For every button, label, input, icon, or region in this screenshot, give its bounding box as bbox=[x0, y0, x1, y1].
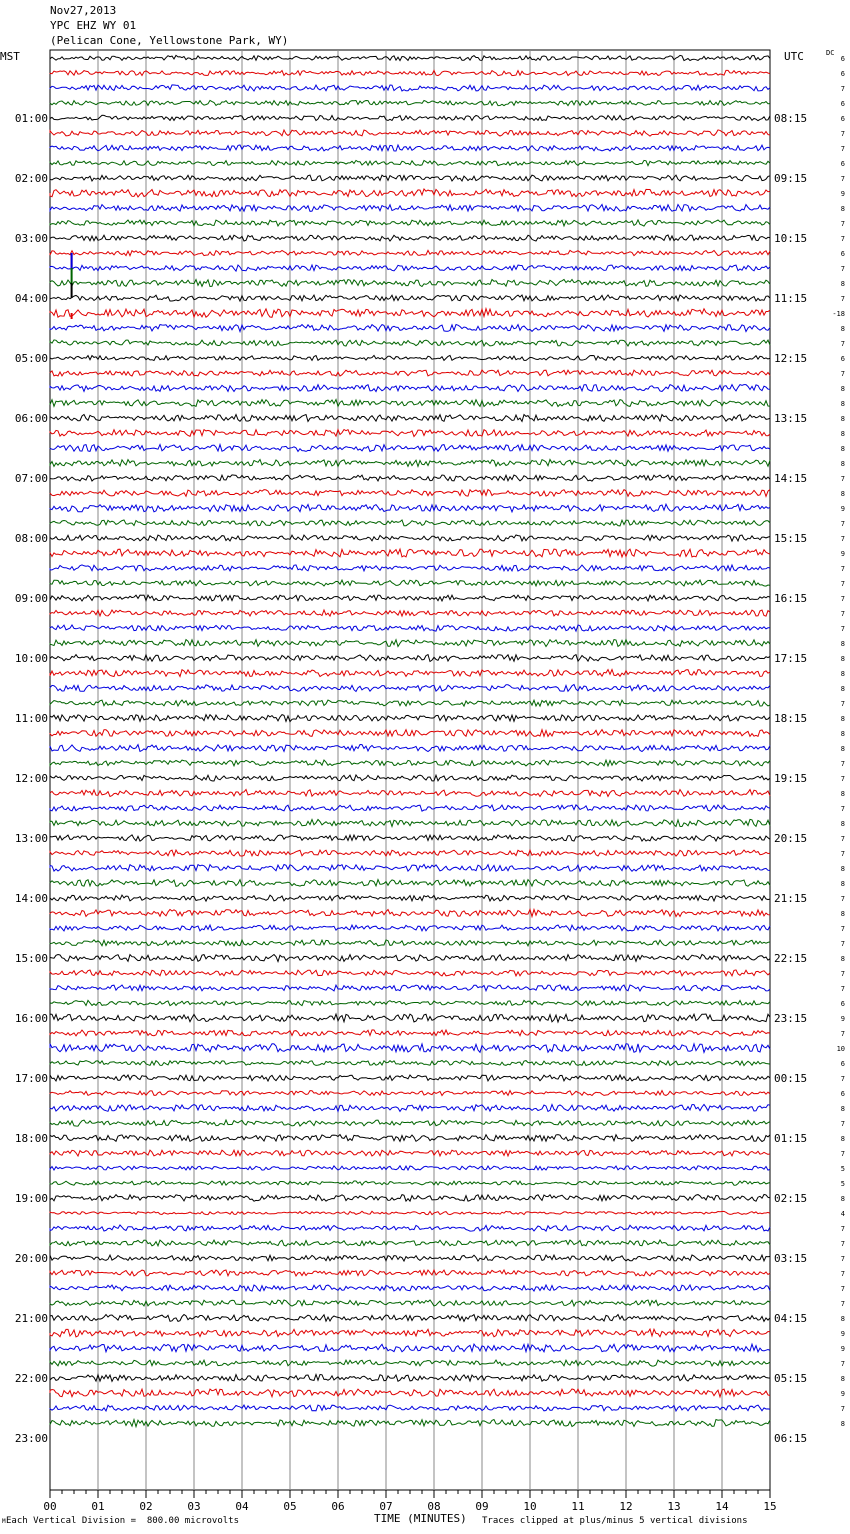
dc-offset-value: 7 bbox=[840, 760, 845, 768]
dc-offset-value: 7 bbox=[840, 895, 845, 903]
utc-hour-label: 03:15 bbox=[774, 1252, 808, 1265]
dc-offset-value: -18 bbox=[832, 310, 845, 318]
seismic-trace bbox=[50, 925, 770, 931]
seismic-trace bbox=[50, 1166, 770, 1170]
utc-hour-label: 08:15 bbox=[774, 112, 808, 125]
dc-offset-value: 7 bbox=[840, 1225, 845, 1233]
local-hour-label: 10:00 bbox=[14, 652, 48, 665]
seismic-trace bbox=[50, 1075, 770, 1081]
dc-offset-value: 8 bbox=[840, 655, 845, 663]
local-hour-label: 07:00 bbox=[14, 472, 48, 485]
seismic-trace bbox=[50, 730, 770, 737]
seismic-trace bbox=[50, 1181, 770, 1185]
dc-offset-value: 6 bbox=[840, 115, 845, 123]
dc-offset-value: 7 bbox=[840, 265, 845, 273]
dc-offset-value: 8 bbox=[840, 400, 845, 408]
seismic-trace bbox=[50, 1135, 770, 1142]
dc-offset-value: 8 bbox=[840, 820, 845, 828]
dc-offset-value: 8 bbox=[840, 1315, 845, 1323]
seismic-trace bbox=[50, 1389, 770, 1397]
seismic-trace bbox=[50, 1344, 770, 1352]
date-label: Nov27,2013 bbox=[50, 4, 117, 17]
seismic-trace bbox=[50, 520, 770, 526]
seismic-trace bbox=[50, 415, 770, 422]
dc-offset-value: 7 bbox=[840, 1075, 845, 1083]
x-tick-label: 00 bbox=[43, 1500, 57, 1513]
dc-offset-value: 8 bbox=[840, 460, 845, 468]
seismic-trace bbox=[50, 745, 770, 752]
local-hour-label: 18:00 bbox=[14, 1132, 48, 1145]
dc-offset-value: 9 bbox=[840, 1390, 845, 1398]
seismic-trace bbox=[50, 895, 770, 901]
local-hour-label: 17:00 bbox=[14, 1072, 48, 1085]
seismic-trace bbox=[50, 1300, 770, 1306]
seismic-trace bbox=[50, 430, 770, 437]
dc-offset-value: 7 bbox=[840, 940, 845, 948]
seismic-trace bbox=[50, 340, 770, 346]
dc-offset-value: 6 bbox=[840, 1060, 845, 1068]
seismic-trace bbox=[50, 670, 770, 677]
dc-offset-value: 8 bbox=[840, 685, 845, 693]
x-tick-label: 14 bbox=[715, 1500, 729, 1513]
dc-offset-value: 10 bbox=[836, 1045, 845, 1053]
dc-offset-value: 7 bbox=[840, 130, 845, 138]
seismic-trace bbox=[50, 685, 770, 692]
seismic-trace bbox=[50, 504, 770, 512]
dc-offset-value: 8 bbox=[840, 430, 845, 438]
dc-offset-value: 7 bbox=[840, 1120, 845, 1128]
dc-offset-value: 9 bbox=[840, 550, 845, 558]
seismic-trace bbox=[50, 70, 770, 75]
seismic-trace bbox=[50, 400, 770, 407]
utc-hour-label: 21:15 bbox=[774, 892, 808, 905]
dc-offset-value: 9 bbox=[840, 1345, 845, 1353]
dc-offset-value: 7 bbox=[840, 520, 845, 528]
local-hour-label: 06:00 bbox=[14, 412, 48, 425]
seismic-trace bbox=[50, 355, 770, 360]
x-tick-label: 05 bbox=[283, 1500, 297, 1513]
seismic-trace bbox=[50, 655, 770, 662]
dc-offset-value: 8 bbox=[840, 880, 845, 888]
dc-offset-value: 8 bbox=[840, 1375, 845, 1383]
dc-offset-value: 7 bbox=[840, 775, 845, 783]
seismic-trace bbox=[50, 955, 770, 962]
utc-hour-label: 17:15 bbox=[774, 652, 808, 665]
dc-offset-header: DC bbox=[826, 49, 835, 57]
dc-offset-value: 6 bbox=[840, 1090, 845, 1098]
dc-offset-value: 7 bbox=[840, 835, 845, 843]
dc-offset-value: 8 bbox=[840, 730, 845, 738]
x-tick-label: 04 bbox=[235, 1500, 249, 1513]
utc-hour-label: 04:15 bbox=[774, 1312, 808, 1325]
dc-offset-value: 7 bbox=[840, 625, 845, 633]
local-hour-label: 04:00 bbox=[14, 292, 48, 305]
dc-offset-value: 8 bbox=[840, 445, 845, 453]
dc-offset-value: 7 bbox=[840, 295, 845, 303]
dc-offset-value: 8 bbox=[840, 715, 845, 723]
seismic-trace bbox=[50, 549, 770, 557]
x-tick-label: 07 bbox=[379, 1500, 393, 1513]
seismic-trace bbox=[50, 370, 770, 376]
dc-offset-value: 7 bbox=[840, 595, 845, 603]
seismic-trace bbox=[50, 55, 770, 60]
local-hour-label: 05:00 bbox=[14, 352, 48, 365]
seismic-trace bbox=[50, 970, 770, 976]
local-hour-label: 11:00 bbox=[14, 712, 48, 725]
dc-offset-value: 9 bbox=[840, 1330, 845, 1338]
seismic-trace bbox=[50, 775, 770, 781]
dc-offset-value: 7 bbox=[840, 565, 845, 573]
seismic-trace bbox=[50, 790, 770, 797]
dc-offset-value: 7 bbox=[840, 1240, 845, 1248]
local-hour-label: 09:00 bbox=[14, 592, 48, 605]
seismic-trace bbox=[50, 625, 770, 631]
dc-offset-value: 7 bbox=[840, 85, 845, 93]
x-tick-label: 13 bbox=[667, 1500, 681, 1513]
local-hour-label: 16:00 bbox=[14, 1012, 48, 1025]
utc-hour-label: 06:15 bbox=[774, 1432, 808, 1445]
seismic-trace bbox=[50, 640, 770, 647]
utc-hour-label: 11:15 bbox=[774, 292, 808, 305]
dc-offset-value: 6 bbox=[840, 250, 845, 258]
clip-note: Traces clipped at plus/minus 5 vertical divisions bbox=[482, 1516, 748, 1526]
dc-offset-value: 7 bbox=[840, 475, 845, 483]
x-axis-label: TIME (MINUTES) bbox=[374, 1512, 467, 1525]
dc-offset-value: 8 bbox=[840, 1135, 845, 1143]
dc-offset-value: 7 bbox=[840, 1360, 845, 1368]
local-hour-label: 03:00 bbox=[14, 232, 48, 245]
dc-offset-value: 8 bbox=[840, 1105, 845, 1113]
dc-offset-value: 8 bbox=[840, 490, 845, 498]
dc-offset-value: 7 bbox=[840, 610, 845, 618]
x-tick-label: 10 bbox=[523, 1500, 537, 1513]
seismic-trace bbox=[50, 1120, 770, 1126]
seismic-trace bbox=[50, 490, 770, 497]
dc-offset-value: 7 bbox=[840, 850, 845, 858]
x-tick-label: 02 bbox=[139, 1500, 153, 1513]
seismic-trace bbox=[50, 115, 770, 120]
dc-offset-value: 8 bbox=[840, 1420, 845, 1428]
scale-note: Each Vertical Division = 800.00 microvolts bbox=[6, 1516, 239, 1526]
right-timezone-label: UTC bbox=[784, 50, 804, 63]
corner-mark: M bbox=[2, 1518, 6, 1525]
seismic-trace bbox=[50, 1270, 770, 1276]
utc-hour-label: 16:15 bbox=[774, 592, 808, 605]
seismic-trace bbox=[50, 250, 770, 255]
location-label: (Pelican Cone, Yellowstone Park, WY) bbox=[50, 34, 289, 47]
local-hour-label: 01:00 bbox=[14, 112, 48, 125]
dc-offset-value: 7 bbox=[840, 1255, 845, 1263]
dc-offset-value: 8 bbox=[840, 910, 845, 918]
dc-offset-value: 8 bbox=[840, 1195, 845, 1203]
seismic-trace bbox=[50, 940, 770, 946]
dc-offset-value: 6 bbox=[840, 55, 845, 63]
seismic-trace bbox=[50, 1375, 770, 1382]
station-label: YPC EHZ WY 01 bbox=[50, 19, 137, 32]
dc-offset-value: 7 bbox=[840, 970, 845, 978]
local-hour-label: 19:00 bbox=[14, 1192, 48, 1205]
utc-hour-label: 01:15 bbox=[774, 1132, 808, 1145]
seismic-trace bbox=[50, 1211, 770, 1214]
seismic-trace bbox=[50, 175, 770, 181]
dc-offset-value: 7 bbox=[840, 235, 845, 243]
dc-offset-value: 8 bbox=[840, 280, 845, 288]
dc-offset-value: 7 bbox=[840, 925, 845, 933]
seismic-trace bbox=[50, 220, 770, 226]
dc-offset-value: 7 bbox=[840, 145, 845, 153]
x-tick-label: 06 bbox=[331, 1500, 345, 1513]
utc-hour-label: 22:15 bbox=[774, 952, 808, 965]
seismic-trace bbox=[50, 1195, 770, 1202]
dc-offset-value: 9 bbox=[840, 505, 845, 513]
x-tick-label: 03 bbox=[187, 1500, 201, 1513]
dc-offset-value: 8 bbox=[840, 325, 845, 333]
seismic-trace bbox=[50, 295, 770, 301]
local-hour-label: 22:00 bbox=[14, 1372, 48, 1385]
local-hour-label: 23:00 bbox=[14, 1432, 48, 1445]
utc-hour-label: 09:15 bbox=[774, 172, 808, 185]
utc-hour-label: 14:15 bbox=[774, 472, 808, 485]
seismic-trace bbox=[50, 265, 770, 271]
seismic-trace bbox=[50, 460, 770, 467]
left-timezone-label: MST bbox=[0, 50, 20, 63]
seismic-trace bbox=[50, 715, 770, 722]
utc-hour-label: 12:15 bbox=[774, 352, 808, 365]
seismic-trace bbox=[50, 985, 770, 991]
dc-offset-value: 7 bbox=[840, 175, 845, 183]
seismic-trace bbox=[50, 205, 770, 212]
dc-offset-value: 8 bbox=[840, 745, 845, 753]
local-hour-label: 13:00 bbox=[14, 832, 48, 845]
dc-offset-value: 7 bbox=[840, 1405, 845, 1413]
dc-offset-value: 7 bbox=[840, 1300, 845, 1308]
local-hour-label: 08:00 bbox=[14, 532, 48, 545]
seismic-trace bbox=[50, 819, 770, 826]
dc-offset-value: 7 bbox=[840, 805, 845, 813]
dc-offset-value: 4 bbox=[840, 1210, 845, 1218]
local-hour-label: 02:00 bbox=[14, 172, 48, 185]
dc-offset-value: 6 bbox=[840, 355, 845, 363]
seismic-trace bbox=[50, 580, 770, 586]
local-hour-label: 20:00 bbox=[14, 1252, 48, 1265]
x-tick-label: 15 bbox=[763, 1500, 777, 1513]
seismic-trace bbox=[50, 309, 770, 318]
utc-hour-label: 02:15 bbox=[774, 1192, 808, 1205]
x-tick-label: 11 bbox=[571, 1500, 585, 1513]
dc-offset-value: 7 bbox=[840, 580, 845, 588]
dc-offset-value: 8 bbox=[840, 640, 845, 648]
utc-hour-label: 00:15 bbox=[774, 1072, 808, 1085]
seismic-trace bbox=[50, 1000, 770, 1005]
seismic-trace bbox=[50, 475, 770, 481]
dc-offset-value: 7 bbox=[840, 370, 845, 378]
dc-offset-value: 7 bbox=[840, 985, 845, 993]
seismic-trace bbox=[50, 1255, 770, 1261]
seismic-trace bbox=[50, 864, 770, 871]
seismic-trace bbox=[50, 1061, 770, 1066]
utc-hour-label: 10:15 bbox=[774, 232, 808, 245]
seismic-trace bbox=[50, 535, 770, 541]
seismic-trace bbox=[50, 1240, 770, 1246]
dc-offset-value: 7 bbox=[840, 1030, 845, 1038]
seismic-trace bbox=[50, 1044, 770, 1053]
local-hour-label: 15:00 bbox=[14, 952, 48, 965]
seismic-trace bbox=[50, 1105, 770, 1112]
dc-offset-value: 7 bbox=[840, 1270, 845, 1278]
utc-hour-label: 15:15 bbox=[774, 532, 808, 545]
seismic-trace bbox=[50, 1360, 770, 1366]
seismic-trace bbox=[50, 1285, 770, 1291]
utc-hour-label: 13:15 bbox=[774, 412, 808, 425]
seismic-trace bbox=[50, 280, 770, 287]
dc-offset-value: 6 bbox=[840, 160, 845, 168]
dc-offset-value: 8 bbox=[840, 790, 845, 798]
seismic-trace bbox=[50, 445, 770, 452]
seismic-trace bbox=[50, 1150, 770, 1156]
seismic-trace bbox=[50, 595, 770, 601]
dc-offset-value: 7 bbox=[840, 1285, 845, 1293]
seismic-trace bbox=[50, 189, 770, 197]
dc-offset-value: 7 bbox=[840, 340, 845, 348]
local-hour-label: 21:00 bbox=[14, 1312, 48, 1325]
seismic-trace bbox=[50, 145, 770, 151]
seismic-trace bbox=[50, 909, 770, 916]
utc-hour-label: 18:15 bbox=[774, 712, 808, 725]
seismic-trace bbox=[50, 1420, 770, 1427]
seismic-trace bbox=[50, 130, 770, 136]
dc-offset-value: 8 bbox=[840, 415, 845, 423]
dc-offset-value: 5 bbox=[840, 1180, 845, 1188]
dc-offset-value: 6 bbox=[840, 1000, 845, 1008]
local-hour-label: 14:00 bbox=[14, 892, 48, 905]
seismic-trace bbox=[50, 610, 770, 616]
utc-hour-label: 20:15 bbox=[774, 832, 808, 845]
seismic-trace bbox=[50, 1225, 770, 1231]
seismic-trace bbox=[50, 1329, 770, 1337]
dc-offset-value: 8 bbox=[840, 670, 845, 678]
x-tick-label: 08 bbox=[427, 1500, 441, 1513]
x-tick-label: 01 bbox=[91, 1500, 105, 1513]
seismic-trace bbox=[50, 1030, 770, 1036]
seismic-trace bbox=[50, 385, 770, 392]
dc-offset-value: 6 bbox=[840, 70, 845, 78]
seismic-trace bbox=[50, 85, 770, 91]
x-tick-label: 09 bbox=[475, 1500, 489, 1513]
dc-offset-value: 9 bbox=[840, 1015, 845, 1023]
dc-offset-value: 8 bbox=[840, 385, 845, 393]
dc-offset-value: 9 bbox=[840, 190, 845, 198]
seismic-trace bbox=[50, 565, 770, 571]
seismic-trace bbox=[50, 805, 770, 811]
seismic-trace bbox=[50, 1014, 770, 1022]
seismic-trace bbox=[50, 880, 770, 887]
dc-offset-value: 6 bbox=[840, 100, 845, 108]
seismic-trace bbox=[50, 325, 770, 332]
dc-offset-value: 7 bbox=[840, 700, 845, 708]
seismic-trace bbox=[50, 835, 770, 841]
dc-offset-value: 5 bbox=[840, 1165, 845, 1173]
dc-offset-value: 7 bbox=[840, 220, 845, 228]
seismic-trace bbox=[50, 1091, 770, 1096]
seismic-trace bbox=[50, 760, 770, 766]
local-hour-label: 12:00 bbox=[14, 772, 48, 785]
dc-offset-value: 8 bbox=[840, 955, 845, 963]
dc-offset-value: 8 bbox=[840, 865, 845, 873]
x-tick-label: 12 bbox=[619, 1500, 633, 1513]
seismic-trace bbox=[50, 235, 770, 241]
seismic-trace bbox=[50, 100, 770, 105]
utc-hour-label: 23:15 bbox=[774, 1012, 808, 1025]
dc-offset-value: 7 bbox=[840, 535, 845, 543]
utc-hour-label: 05:15 bbox=[774, 1372, 808, 1385]
utc-hour-label: 19:15 bbox=[774, 772, 808, 785]
seismic-trace bbox=[50, 850, 770, 856]
seismic-trace bbox=[50, 1405, 770, 1411]
seismic-trace bbox=[50, 700, 770, 706]
seismic-trace bbox=[50, 160, 770, 165]
dc-offset-value: 7 bbox=[840, 1150, 845, 1158]
seismic-trace bbox=[50, 1315, 770, 1322]
dc-offset-value: 8 bbox=[840, 205, 845, 213]
